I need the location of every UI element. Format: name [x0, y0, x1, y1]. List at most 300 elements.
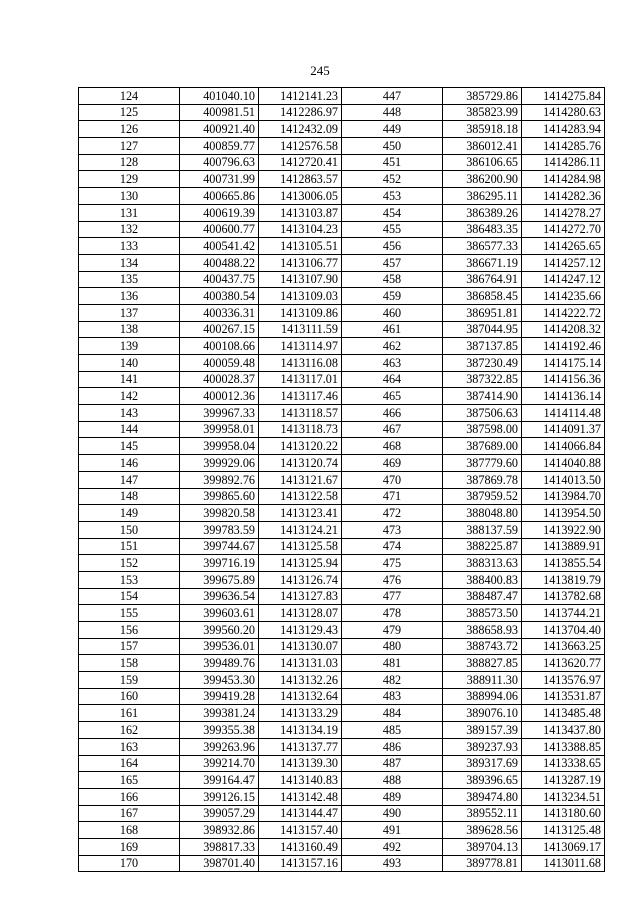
x-coordinate-cell: 399783.59 [180, 521, 259, 538]
point-number-cell: 150 [79, 521, 180, 538]
y-coordinate-cell: 1413006.05 [259, 188, 342, 205]
x-coordinate-cell: 399057.29 [180, 805, 259, 822]
y-coordinate-cell: 1413663.25 [522, 638, 605, 655]
y-coordinate-cell: 1413106.77 [259, 254, 342, 271]
point-number-cell: 154 [79, 588, 180, 605]
x-coordinate-cell: 386671.19 [443, 254, 522, 271]
x-coordinate-cell: 399958.04 [180, 438, 259, 455]
y-coordinate-cell: 1414283.94 [522, 121, 605, 138]
y-coordinate-cell: 1412432.09 [259, 121, 342, 138]
table-row [79, 254, 605, 271]
table-row [79, 822, 605, 839]
y-coordinate-cell: 1413118.73 [259, 421, 342, 438]
x-coordinate-cell: 389157.39 [443, 722, 522, 739]
y-coordinate-cell: 1414013.50 [522, 471, 605, 488]
table-row [79, 338, 605, 355]
point-number-cell: 156 [79, 622, 180, 639]
y-coordinate-cell: 1413922.90 [522, 521, 605, 538]
x-coordinate-cell: 388225.87 [443, 538, 522, 555]
table-row [79, 638, 605, 655]
page-number: 245 [310, 63, 330, 78]
x-coordinate-cell: 388573.50 [443, 605, 522, 622]
point-number-cell: 456 [342, 238, 443, 255]
point-number-cell: 483 [342, 688, 443, 705]
x-coordinate-cell: 385918.18 [443, 121, 522, 138]
y-coordinate-cell: 1413704.40 [522, 622, 605, 639]
y-coordinate-cell: 1412286.97 [259, 104, 342, 121]
point-number-cell: 467 [342, 421, 443, 438]
y-coordinate-cell: 1413140.83 [259, 772, 342, 789]
point-number-cell: 469 [342, 455, 443, 472]
table-row [79, 722, 605, 739]
y-coordinate-cell: 1413531.87 [522, 688, 605, 705]
x-coordinate-cell: 387506.63 [443, 405, 522, 422]
point-number-cell: 457 [342, 254, 443, 271]
point-number-cell: 137 [79, 304, 180, 321]
x-coordinate-cell: 388048.80 [443, 505, 522, 522]
point-number-cell: 463 [342, 355, 443, 372]
x-coordinate-cell: 399164.47 [180, 772, 259, 789]
table-row [79, 622, 605, 639]
point-number-cell: 124 [79, 88, 180, 105]
y-coordinate-cell: 1413388.85 [522, 738, 605, 755]
y-coordinate-cell: 1413125.94 [259, 555, 342, 572]
point-number-cell: 128 [79, 154, 180, 171]
table-row [79, 838, 605, 855]
y-coordinate-cell: 1412720.41 [259, 154, 342, 171]
y-coordinate-cell: 1413125.58 [259, 538, 342, 555]
table-row [79, 655, 605, 672]
point-number-cell: 136 [79, 288, 180, 305]
y-coordinate-cell: 1413142.48 [259, 788, 342, 805]
x-coordinate-cell: 399958.01 [180, 421, 259, 438]
point-number-cell: 450 [342, 138, 443, 155]
x-coordinate-cell: 386951.81 [443, 304, 522, 321]
table-row [79, 355, 605, 372]
x-coordinate-cell: 399560.20 [180, 622, 259, 639]
x-coordinate-cell: 386295.11 [443, 188, 522, 205]
y-coordinate-cell: 1413122.58 [259, 488, 342, 505]
x-coordinate-cell: 389076.10 [443, 705, 522, 722]
point-number-cell: 169 [79, 838, 180, 855]
y-coordinate-cell: 1413139.30 [259, 755, 342, 772]
point-number-cell: 466 [342, 405, 443, 422]
point-number-cell: 130 [79, 188, 180, 205]
y-coordinate-cell: 1413133.29 [259, 705, 342, 722]
y-coordinate-cell: 1414284.98 [522, 171, 605, 188]
y-coordinate-cell: 1413744.21 [522, 605, 605, 622]
point-number-cell: 486 [342, 738, 443, 755]
point-number-cell: 491 [342, 822, 443, 839]
point-number-cell: 158 [79, 655, 180, 672]
x-coordinate-cell: 399929.06 [180, 455, 259, 472]
point-number-cell: 127 [79, 138, 180, 155]
x-coordinate-cell: 386483.35 [443, 221, 522, 238]
point-number-cell: 471 [342, 488, 443, 505]
x-coordinate-cell: 400600.77 [180, 221, 259, 238]
x-coordinate-cell: 387414.90 [443, 388, 522, 405]
point-number-cell: 479 [342, 622, 443, 639]
table-row [79, 421, 605, 438]
x-coordinate-cell: 389628.56 [443, 822, 522, 839]
x-coordinate-cell: 399820.58 [180, 505, 259, 522]
y-coordinate-cell: 1414136.14 [522, 388, 605, 405]
table-row [79, 171, 605, 188]
x-coordinate-cell: 400380.54 [180, 288, 259, 305]
point-number-cell: 470 [342, 471, 443, 488]
y-coordinate-cell: 1413160.49 [259, 838, 342, 855]
table-row [79, 471, 605, 488]
point-number-cell: 487 [342, 755, 443, 772]
x-coordinate-cell: 399453.30 [180, 672, 259, 689]
y-coordinate-cell: 1414247.12 [522, 271, 605, 288]
table-row [79, 855, 605, 872]
point-number-cell: 152 [79, 555, 180, 572]
point-number-cell: 138 [79, 321, 180, 338]
table-row [79, 521, 605, 538]
point-number-cell: 485 [342, 722, 443, 739]
point-number-cell: 163 [79, 738, 180, 755]
x-coordinate-cell: 387598.00 [443, 421, 522, 438]
point-number-cell: 167 [79, 805, 180, 822]
point-number-cell: 492 [342, 838, 443, 855]
table-row [79, 188, 605, 205]
x-coordinate-cell: 399263.96 [180, 738, 259, 755]
x-coordinate-cell: 399214.70 [180, 755, 259, 772]
point-number-cell: 153 [79, 571, 180, 588]
x-coordinate-cell: 387869.78 [443, 471, 522, 488]
y-coordinate-cell: 1413125.48 [522, 822, 605, 839]
x-coordinate-cell: 400796.63 [180, 154, 259, 171]
y-coordinate-cell: 1414175.14 [522, 355, 605, 372]
x-coordinate-cell: 387322.85 [443, 371, 522, 388]
point-number-cell: 161 [79, 705, 180, 722]
y-coordinate-cell: 1413128.07 [259, 605, 342, 622]
point-number-cell: 455 [342, 221, 443, 238]
table-row [79, 438, 605, 455]
point-number-cell: 460 [342, 304, 443, 321]
x-coordinate-cell: 399744.67 [180, 538, 259, 555]
point-number-cell: 147 [79, 471, 180, 488]
table-row [79, 705, 605, 722]
x-coordinate-cell: 398932.86 [180, 822, 259, 839]
x-coordinate-cell: 400488.22 [180, 254, 259, 271]
x-coordinate-cell: 387137.85 [443, 338, 522, 355]
point-number-cell: 482 [342, 672, 443, 689]
table-row [79, 304, 605, 321]
x-coordinate-cell: 400619.39 [180, 204, 259, 221]
table-row [79, 204, 605, 221]
y-coordinate-cell: 1413111.59 [259, 321, 342, 338]
point-number-cell: 133 [79, 238, 180, 255]
table-row [79, 154, 605, 171]
x-coordinate-cell: 387044.95 [443, 321, 522, 338]
point-number-cell: 165 [79, 772, 180, 789]
y-coordinate-cell: 1413782.68 [522, 588, 605, 605]
point-number-cell: 160 [79, 688, 180, 705]
point-number-cell: 447 [342, 88, 443, 105]
y-coordinate-cell: 1412576.58 [259, 138, 342, 155]
x-coordinate-cell: 389704.13 [443, 838, 522, 855]
y-coordinate-cell: 1414114.48 [522, 405, 605, 422]
x-coordinate-cell: 399603.61 [180, 605, 259, 622]
table-row [79, 104, 605, 121]
y-coordinate-cell: 1413157.16 [259, 855, 342, 872]
y-coordinate-cell: 1413485.48 [522, 705, 605, 722]
y-coordinate-cell: 1413134.19 [259, 722, 342, 739]
x-coordinate-cell: 388487.47 [443, 588, 522, 605]
x-coordinate-cell: 387959.52 [443, 488, 522, 505]
y-coordinate-cell: 1414275.84 [522, 88, 605, 105]
x-coordinate-cell: 399489.76 [180, 655, 259, 672]
y-coordinate-cell: 1412863.57 [259, 171, 342, 188]
y-coordinate-cell: 1414066.84 [522, 438, 605, 455]
y-coordinate-cell: 1412141.23 [259, 88, 342, 105]
x-coordinate-cell: 400108.66 [180, 338, 259, 355]
x-coordinate-cell: 400859.77 [180, 138, 259, 155]
x-coordinate-cell: 389237.93 [443, 738, 522, 755]
x-coordinate-cell: 388137.59 [443, 521, 522, 538]
y-coordinate-cell: 1413116.08 [259, 355, 342, 372]
x-coordinate-cell: 398701.40 [180, 855, 259, 872]
y-coordinate-cell: 1413954.50 [522, 505, 605, 522]
y-coordinate-cell: 1413109.03 [259, 288, 342, 305]
x-coordinate-cell: 400541.42 [180, 238, 259, 255]
table-row [79, 605, 605, 622]
x-coordinate-cell: 388911.30 [443, 672, 522, 689]
point-number-cell: 168 [79, 822, 180, 839]
point-number-cell: 493 [342, 855, 443, 872]
table-row [79, 455, 605, 472]
x-coordinate-cell: 400028.37 [180, 371, 259, 388]
y-coordinate-cell: 1413137.77 [259, 738, 342, 755]
y-coordinate-cell: 1414192.46 [522, 338, 605, 355]
point-number-cell: 145 [79, 438, 180, 455]
table-row [79, 688, 605, 705]
point-number-cell: 131 [79, 204, 180, 221]
y-coordinate-cell: 1414222.72 [522, 304, 605, 321]
x-coordinate-cell: 388658.93 [443, 622, 522, 639]
point-number-cell: 451 [342, 154, 443, 171]
y-coordinate-cell: 1413234.51 [522, 788, 605, 805]
point-number-cell: 480 [342, 638, 443, 655]
x-coordinate-cell: 389317.69 [443, 755, 522, 772]
x-coordinate-cell: 386389.26 [443, 204, 522, 221]
point-number-cell: 164 [79, 755, 180, 772]
y-coordinate-cell: 1413107.90 [259, 271, 342, 288]
y-coordinate-cell: 1414235.66 [522, 288, 605, 305]
point-number-cell: 132 [79, 221, 180, 238]
point-number-cell: 449 [342, 121, 443, 138]
point-number-cell: 166 [79, 788, 180, 805]
x-coordinate-cell: 388827.85 [443, 655, 522, 672]
point-number-cell: 462 [342, 338, 443, 355]
point-number-cell: 453 [342, 188, 443, 205]
point-number-cell: 135 [79, 271, 180, 288]
x-coordinate-cell: 386012.41 [443, 138, 522, 155]
point-number-cell: 148 [79, 488, 180, 505]
point-number-cell: 170 [79, 855, 180, 872]
x-coordinate-cell: 399892.76 [180, 471, 259, 488]
y-coordinate-cell: 1413105.51 [259, 238, 342, 255]
x-coordinate-cell: 389552.11 [443, 805, 522, 822]
x-coordinate-cell: 387230.49 [443, 355, 522, 372]
y-coordinate-cell: 1413126.74 [259, 571, 342, 588]
y-coordinate-cell: 1414285.76 [522, 138, 605, 155]
x-coordinate-cell: 386858.45 [443, 288, 522, 305]
table-row [79, 221, 605, 238]
point-number-cell: 134 [79, 254, 180, 271]
x-coordinate-cell: 399636.54 [180, 588, 259, 605]
point-number-cell: 454 [342, 204, 443, 221]
point-number-cell: 157 [79, 638, 180, 655]
point-number-cell: 452 [342, 171, 443, 188]
x-coordinate-cell: 400665.86 [180, 188, 259, 205]
x-coordinate-cell: 387779.60 [443, 455, 522, 472]
y-coordinate-cell: 1413124.21 [259, 521, 342, 538]
x-coordinate-cell: 387689.00 [443, 438, 522, 455]
y-coordinate-cell: 1414286.11 [522, 154, 605, 171]
table-row [79, 405, 605, 422]
table-row [79, 538, 605, 555]
y-coordinate-cell: 1414282.36 [522, 188, 605, 205]
y-coordinate-cell: 1413889.91 [522, 538, 605, 555]
point-number-cell: 473 [342, 521, 443, 538]
point-number-cell: 477 [342, 588, 443, 605]
x-coordinate-cell: 389474.80 [443, 788, 522, 805]
y-coordinate-cell: 1413819.79 [522, 571, 605, 588]
y-coordinate-cell: 1413157.40 [259, 822, 342, 839]
x-coordinate-cell: 399865.60 [180, 488, 259, 505]
x-coordinate-cell: 400012.36 [180, 388, 259, 405]
point-number-cell: 125 [79, 104, 180, 121]
point-number-cell: 476 [342, 571, 443, 588]
x-coordinate-cell: 400981.51 [180, 104, 259, 121]
table-row [79, 288, 605, 305]
x-coordinate-cell: 385823.99 [443, 104, 522, 121]
point-number-cell: 144 [79, 421, 180, 438]
x-coordinate-cell: 388313.63 [443, 555, 522, 572]
point-number-cell: 475 [342, 555, 443, 572]
table-row [79, 371, 605, 388]
x-coordinate-cell: 400267.15 [180, 321, 259, 338]
table-row [79, 238, 605, 255]
point-number-cell: 489 [342, 788, 443, 805]
table-row [79, 788, 605, 805]
coordinates-table-body [79, 88, 605, 872]
y-coordinate-cell: 1413338.65 [522, 755, 605, 772]
y-coordinate-cell: 1413117.01 [259, 371, 342, 388]
y-coordinate-cell: 1413144.47 [259, 805, 342, 822]
x-coordinate-cell: 389396.65 [443, 772, 522, 789]
table-row [79, 672, 605, 689]
y-coordinate-cell: 1413123.41 [259, 505, 342, 522]
y-coordinate-cell: 1413130.07 [259, 638, 342, 655]
point-number-cell: 139 [79, 338, 180, 355]
x-coordinate-cell: 389778.81 [443, 855, 522, 872]
x-coordinate-cell: 400336.31 [180, 304, 259, 321]
table-row [79, 121, 605, 138]
point-number-cell: 461 [342, 321, 443, 338]
y-coordinate-cell: 1413131.03 [259, 655, 342, 672]
x-coordinate-cell: 399967.33 [180, 405, 259, 422]
point-number-cell: 159 [79, 672, 180, 689]
x-coordinate-cell: 400921.40 [180, 121, 259, 138]
x-coordinate-cell: 386106.65 [443, 154, 522, 171]
point-number-cell: 155 [79, 605, 180, 622]
point-number-cell: 143 [79, 405, 180, 422]
point-number-cell: 488 [342, 772, 443, 789]
table-row [79, 588, 605, 605]
y-coordinate-cell: 1413180.60 [522, 805, 605, 822]
x-coordinate-cell: 401040.10 [180, 88, 259, 105]
point-number-cell: 140 [79, 355, 180, 372]
y-coordinate-cell: 1414156.36 [522, 371, 605, 388]
x-coordinate-cell: 386764.91 [443, 271, 522, 288]
point-number-cell: 472 [342, 505, 443, 522]
x-coordinate-cell: 399126.15 [180, 788, 259, 805]
x-coordinate-cell: 399536.01 [180, 638, 259, 655]
y-coordinate-cell: 1414280.63 [522, 104, 605, 121]
table-row [79, 321, 605, 338]
x-coordinate-cell: 385729.86 [443, 88, 522, 105]
y-coordinate-cell: 1413118.57 [259, 405, 342, 422]
y-coordinate-cell: 1413104.23 [259, 221, 342, 238]
y-coordinate-cell: 1413576.97 [522, 672, 605, 689]
point-number-cell: 464 [342, 371, 443, 388]
x-coordinate-cell: 398817.33 [180, 838, 259, 855]
y-coordinate-cell: 1413120.22 [259, 438, 342, 455]
point-number-cell: 142 [79, 388, 180, 405]
y-coordinate-cell: 1413069.17 [522, 838, 605, 855]
y-coordinate-cell: 1413120.74 [259, 455, 342, 472]
x-coordinate-cell: 399419.28 [180, 688, 259, 705]
point-number-cell: 129 [79, 171, 180, 188]
x-coordinate-cell: 386200.90 [443, 171, 522, 188]
table-row [79, 755, 605, 772]
y-coordinate-cell: 1413114.97 [259, 338, 342, 355]
x-coordinate-cell: 399355.38 [180, 722, 259, 739]
y-coordinate-cell: 1413117.46 [259, 388, 342, 405]
x-coordinate-cell: 400731.99 [180, 171, 259, 188]
y-coordinate-cell: 1413437.80 [522, 722, 605, 739]
x-coordinate-cell: 388743.72 [443, 638, 522, 655]
point-number-cell: 126 [79, 121, 180, 138]
point-number-cell: 465 [342, 388, 443, 405]
point-number-cell: 459 [342, 288, 443, 305]
y-coordinate-cell: 1413132.26 [259, 672, 342, 689]
table-row [79, 738, 605, 755]
x-coordinate-cell: 388994.06 [443, 688, 522, 705]
table-row [79, 805, 605, 822]
x-coordinate-cell: 399716.19 [180, 555, 259, 572]
point-number-cell: 162 [79, 722, 180, 739]
point-number-cell: 458 [342, 271, 443, 288]
y-coordinate-cell: 1413127.83 [259, 588, 342, 605]
y-coordinate-cell: 1414278.27 [522, 204, 605, 221]
y-coordinate-cell: 1413011.68 [522, 855, 605, 872]
x-coordinate-cell: 388400.83 [443, 571, 522, 588]
table-row [79, 88, 605, 105]
y-coordinate-cell: 1413132.64 [259, 688, 342, 705]
y-coordinate-cell: 1413121.67 [259, 471, 342, 488]
y-coordinate-cell: 1413984.70 [522, 488, 605, 505]
table-row [79, 488, 605, 505]
x-coordinate-cell: 386577.33 [443, 238, 522, 255]
point-number-cell: 146 [79, 455, 180, 472]
y-coordinate-cell: 1414265.65 [522, 238, 605, 255]
y-coordinate-cell: 1414272.70 [522, 221, 605, 238]
